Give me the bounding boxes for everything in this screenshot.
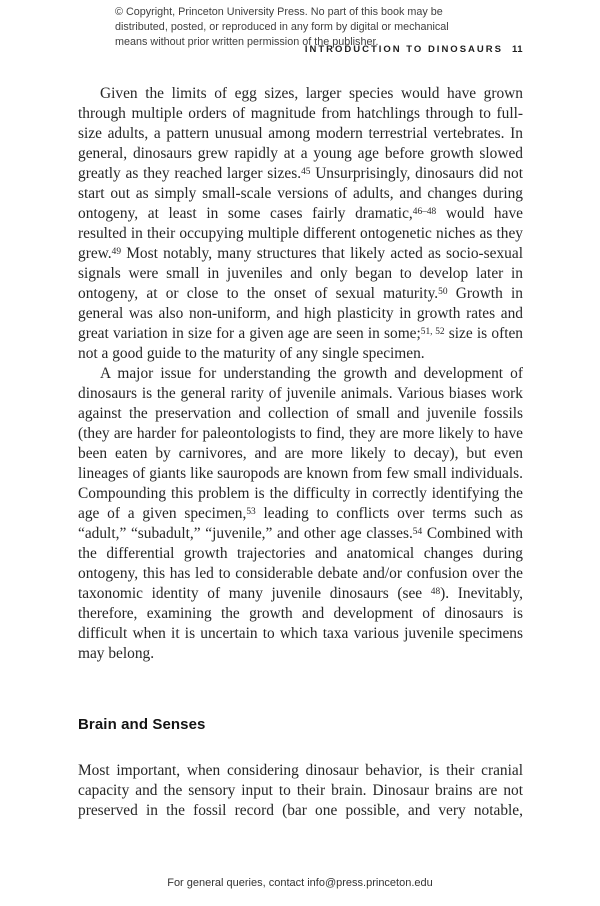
section-heading-brain-and-senses: Brain and Senses xyxy=(78,716,206,733)
footer-queries: For general queries, contact info@press.princeton.edu xyxy=(167,877,433,889)
copyright-line: distributed, posted, or reproduced in any form by digital or mechanical xyxy=(115,21,449,33)
paragraph-brain-senses: Most important, when considering dinosaur behavior, is their cranial capacity and the sensory input to their brain. Dinosaur brains are not preserved in the fossil record (bar one possible, and very notable, xyxy=(78,762,523,819)
paragraph-growth-limits: Given the limits of egg sizes, larger species would have grown through multiple orders of magnitude from hatchlings through to full-size adults, a pattern unusual among modern terrestrial vertebrates. In general, dinosaurs grew rapidly at a young age before growth slowed greatly as they reached larger sizes.$^{45}$ Unsurprisingly, dinosaurs did not start out as simply small-scale versions of adults, and changes during ontogeny, at least in some cases fairly dramatic,$^{46-48}$ would have resulted in their occupying multiple different ontogenetic niches as they grew.$^{49}$ Most notably, many structures that likely acted as socio-sexual signals were small in juveniles and only began to develop later in ontogeny, at or close to the onset of sexual maturity.$^{50}$ Growth in general was also non-uniform, and high plasticity in growth rates and great variation in size for a given age are seen in some;$^{51, 52}$ size is often not a good guide to the maturity of any single specimen. xyxy=(78,85,523,362)
copyright-line: means without prior written permission of the publisher. xyxy=(115,36,379,48)
page-body xyxy=(78,84,523,821)
page-number: 11 xyxy=(511,44,523,55)
copyright-line: © Copyright, Princeton University Press. No part of this book may be xyxy=(115,6,443,18)
running-head xyxy=(305,44,523,55)
paragraph-juvenile-rarity: A major issue for understanding the growth and development of dinosaurs is the general rarity of juvenile animals. Various biases work against the preservation and collection of small and juvenile fossils (they are harder for paleontologists to find, they are more likely to have been eaten by carnivores, and are more likely to decay), but even lineages of giants like sauropods are known from few small individuals. Compounding this problem is the difficulty in correctly identifying the age of a given specimen,$^{53}$ leading to conflicts over terms such as “adult,” “subadult,” “juvenile,” and other age classes.$^{54}$ Combined with the differential growth trajectories and anatomical changes during ontogeny, this has led to considerable debate and/or confusion over the taxonomic identity of many juvenile dinosaurs (see $^{48}$). Inevitably, therefore, examining the growth and development of dinosaurs is difficult when it is uncertain to which taxa various juvenile specimens may belong. xyxy=(78,365,524,662)
running-head-title: INTRODUCTION TO DINOSAURS xyxy=(304,44,503,55)
